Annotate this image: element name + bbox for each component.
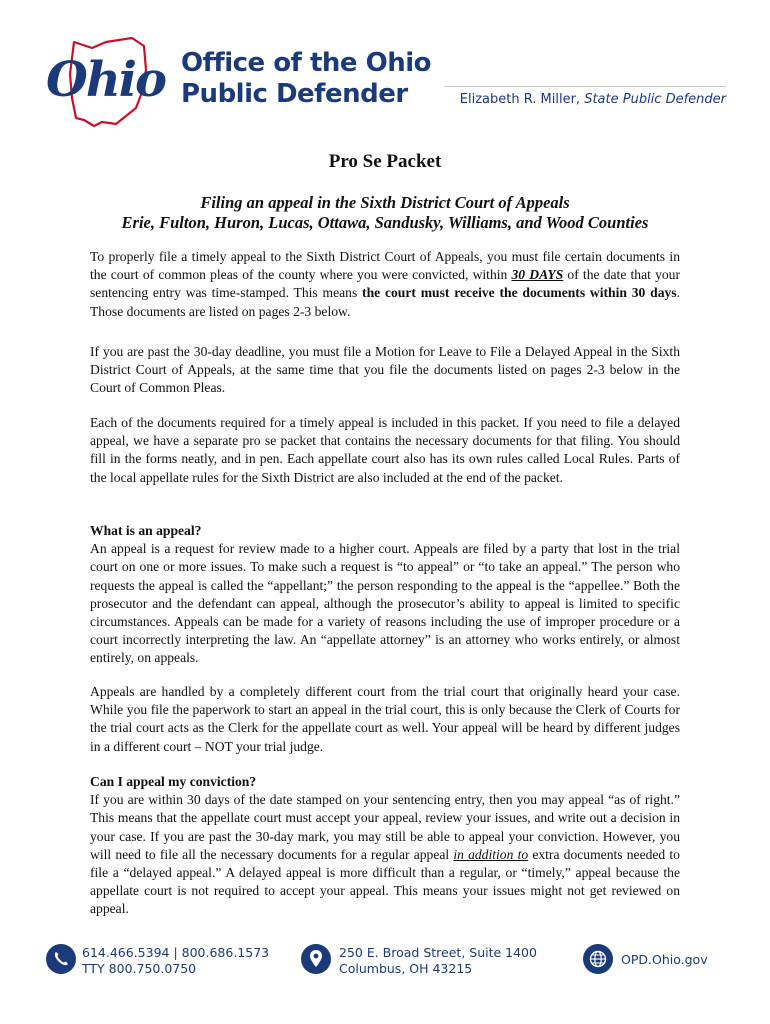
phone-numbers[interactable]: 614.466.5394 | 800.686.1573 [82, 945, 270, 960]
document-subtitle [60, 193, 710, 233]
footer-address [339, 945, 537, 977]
office-name-line1: Office of the Ohio [181, 48, 431, 78]
emphasis-in-addition: in addition to [453, 846, 529, 862]
paragraph-text: . Those documents are listed on pages 2-3 below. [90, 285, 680, 319]
paragraph-text: of the date that your sentencing entry was time-stamped. This means [90, 267, 680, 301]
paragraph-packet: Each of the documents required for a timely appeal is included in this packet. If you need to file a delayed appeal, we have a separate pro se packet that contains the necessary documents for that filing. You should fill in the forms neatly, and in pen. Each appellate court also has its own rules called Local Rules. Parts of the local appellate rules for the Sixth District are also included at the end of the packet. [90, 415, 680, 485]
paragraph-text: If you are within 30 days of the date stamped on your sentencing entry, then you may appeal “as of right.” This means that the appellate court must accept your appeal, review your issues, and write out a decision in your case. If you are past the 30-day mark, you may still be able to appeal your conviction. However, you will need to file all the necessary documents for a regular appeal [90, 792, 680, 862]
section-can-i-appeal [90, 773, 680, 919]
section-heading: What is an appeal? [90, 523, 202, 538]
website-link[interactable]: OPD.Ohio.gov [621, 952, 708, 967]
logo-word: Ohio [46, 52, 165, 108]
office-name [181, 48, 481, 110]
subtitle-line1: Filing an appeal in the Sixth District Court of Appeals [200, 193, 570, 212]
paragraph-text: To properly file a timely appeal to the Sixth District Court of Appeals, you must file certain documents in the court of common pleas of the county where you were convicted, within [90, 249, 680, 283]
director-line [444, 92, 726, 107]
paragraph-text: An appeal is a request for review made to a higher court. Appeals are filed by a party that lost in the trial court on one or more issues. To make such a request is “to appeal” or “to take an appeal.” The person who requests the appeal is called the “appellant;” the person responding to the appeal is the “appellee.” Both the prosecutor and the defendant can appeal, although the prosecutor’s ability to appeal is limited to specific circumstances. Appeals can be made for a variety of reasons including the use of improper procedure or a court incorrectly interpreting the law. An “appellate attorney” is an attorney who works entirely, or almost entirely, on appeals. [90, 541, 680, 666]
phone-icon [46, 944, 76, 974]
section-what-is-appeal [90, 522, 680, 668]
paragraph-text: extra documents needed to file a “delayed appeal.” A delayed appeal is more difficult than a regular, or “timely,” appeal because the appellate court is not required to accept your appeal. This means your issues might not get reviewed on appeal. [90, 846, 680, 917]
tty-number[interactable]: TTY 800.750.0750 [82, 961, 197, 976]
location-pin-icon [301, 944, 331, 974]
ohio-logo [40, 34, 168, 132]
director-title: State Public Defender [584, 92, 726, 107]
director-name: Elizabeth R. Miller, [459, 92, 581, 107]
footer-phone [82, 945, 269, 977]
office-name-line2: Public Defender [181, 79, 408, 109]
address-city: Columbus, OH 43215 [339, 961, 473, 976]
address-street: 250 E. Broad Street, Suite 1400 [339, 945, 537, 960]
paragraph-delayed: If you are past the 30-day deadline, you must file a Motion for Leave to File a Delayed Appeal in the Sixth District Court of Appeals, at the same time that you file the documents listed on pages 2-3 below in the Court of Common Pleas. [90, 344, 680, 396]
paragraph-deadline [90, 248, 680, 321]
document-title: Pro Se Packet [328, 151, 442, 172]
section-heading: Can I appeal my conviction? [90, 774, 257, 789]
subtitle-line2: Erie, Fulton, Huron, Lucas, Ottawa, Sandusky, Williams, and Wood Counties [121, 213, 649, 232]
header-divider [444, 86, 726, 87]
receive-emphasis: the court must receive the documents within 30 days [362, 285, 677, 301]
globe-icon [583, 944, 613, 974]
paragraph-different-court: Appeals are handled by a completely different court from the trial court that originally heard your case. While you file the paperwork to start an appeal in the trial court, this is only because the Clerk of Courts for the trial court acts as the Clerk for the appellate court as well. Your appeal will be heard by different judges in a different court – NOT your trial judge. [90, 684, 680, 754]
deadline-emphasis: 30 DAYS [511, 267, 564, 283]
